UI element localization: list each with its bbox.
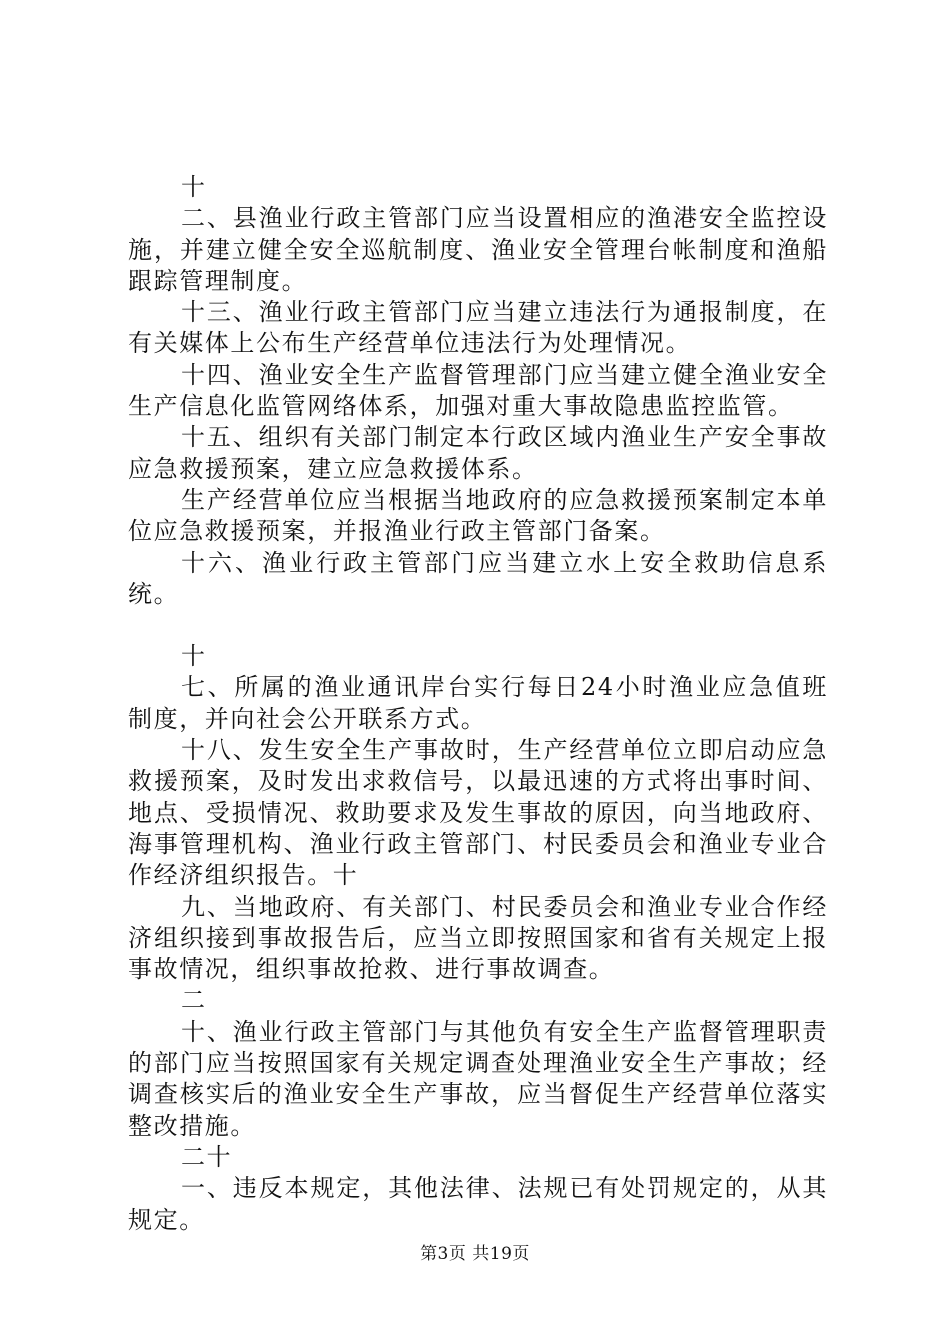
paragraph-6: 生产经营单位应当根据当地政府的应急救援预案制定本单位应急救援预案，并报渔业行政主管部门备案。 (128, 485, 828, 546)
paragraph-4: 十四、渔业安全生产监督管理部门应当建立健全渔业安全生产信息化监管网络体系，加强对重大事故隐患监控监管。 (128, 360, 828, 421)
page-number-footer: 第3页 共19页 (420, 1244, 530, 1264)
paragraph-9: 七、所属的渔业通讯岸台实行每日24小时渔业应急值班制度，并向社会公开联系方式。 (128, 673, 828, 733)
paragraph-11: 九、当地政府、有关部门、村民委员会和渔业专业合作经济组织接到事故报告后，应当立即按照国家和省有关规定上报事故情况，组织事故抢救、进行事故调查。 (128, 892, 828, 984)
paragraph-14: 二十 (181, 1142, 233, 1171)
paragraph-10: 十八、发生安全生产事故时，生产经营单位立即启动应急救援预案，及时发出求救信号，以最迅速的方式将出事时间、地点、受损情况、救助要求及发生事故的原因，向当地政府、海事管理机构、渔业行政主管部门、村民委员会和渔业专业合作经济组织报告。十 (128, 736, 828, 890)
paragraph-5: 十五、组织有关部门制定本行政区域内渔业生产安全事故应急救援预案，建立应急救援体系。 (128, 423, 828, 483)
paragraph-12: 二 (181, 986, 207, 1015)
paragraph-3: 十三、渔业行政主管部门应当建立违法行为通报制度，在有关媒体上公布生产经营单位违法行为处理情况。 (128, 298, 828, 358)
paragraph-13: 十、渔业行政主管部门与其他负有安全生产监督管理职责的部门应当按照国家有关规定调查处理渔业安全生产事故；经调查核实后的渔业安全生产事故，应当督促生产经营单位落实整改措施。 (128, 1017, 828, 1140)
paragraph-gap (128, 610, 828, 641)
paragraph-1: 十 (181, 173, 207, 201)
paragraph-7: 十六、渔业行政主管部门应当建立水上安全救助信息系统。 (128, 548, 828, 608)
paragraph-2: 二、县渔业行政主管部门应当设置相应的渔港安全监控设施，并建立健全安全巡航制度、渔业安全管理台帐制度和渔船跟踪管理制度。 (128, 204, 828, 295)
document-body (128, 172, 828, 1236)
paragraph-8: 十 (181, 642, 207, 671)
paragraph-15: 一、违反本规定，其他法律、法规已有处罚规定的，从其规定。 (128, 1174, 828, 1234)
